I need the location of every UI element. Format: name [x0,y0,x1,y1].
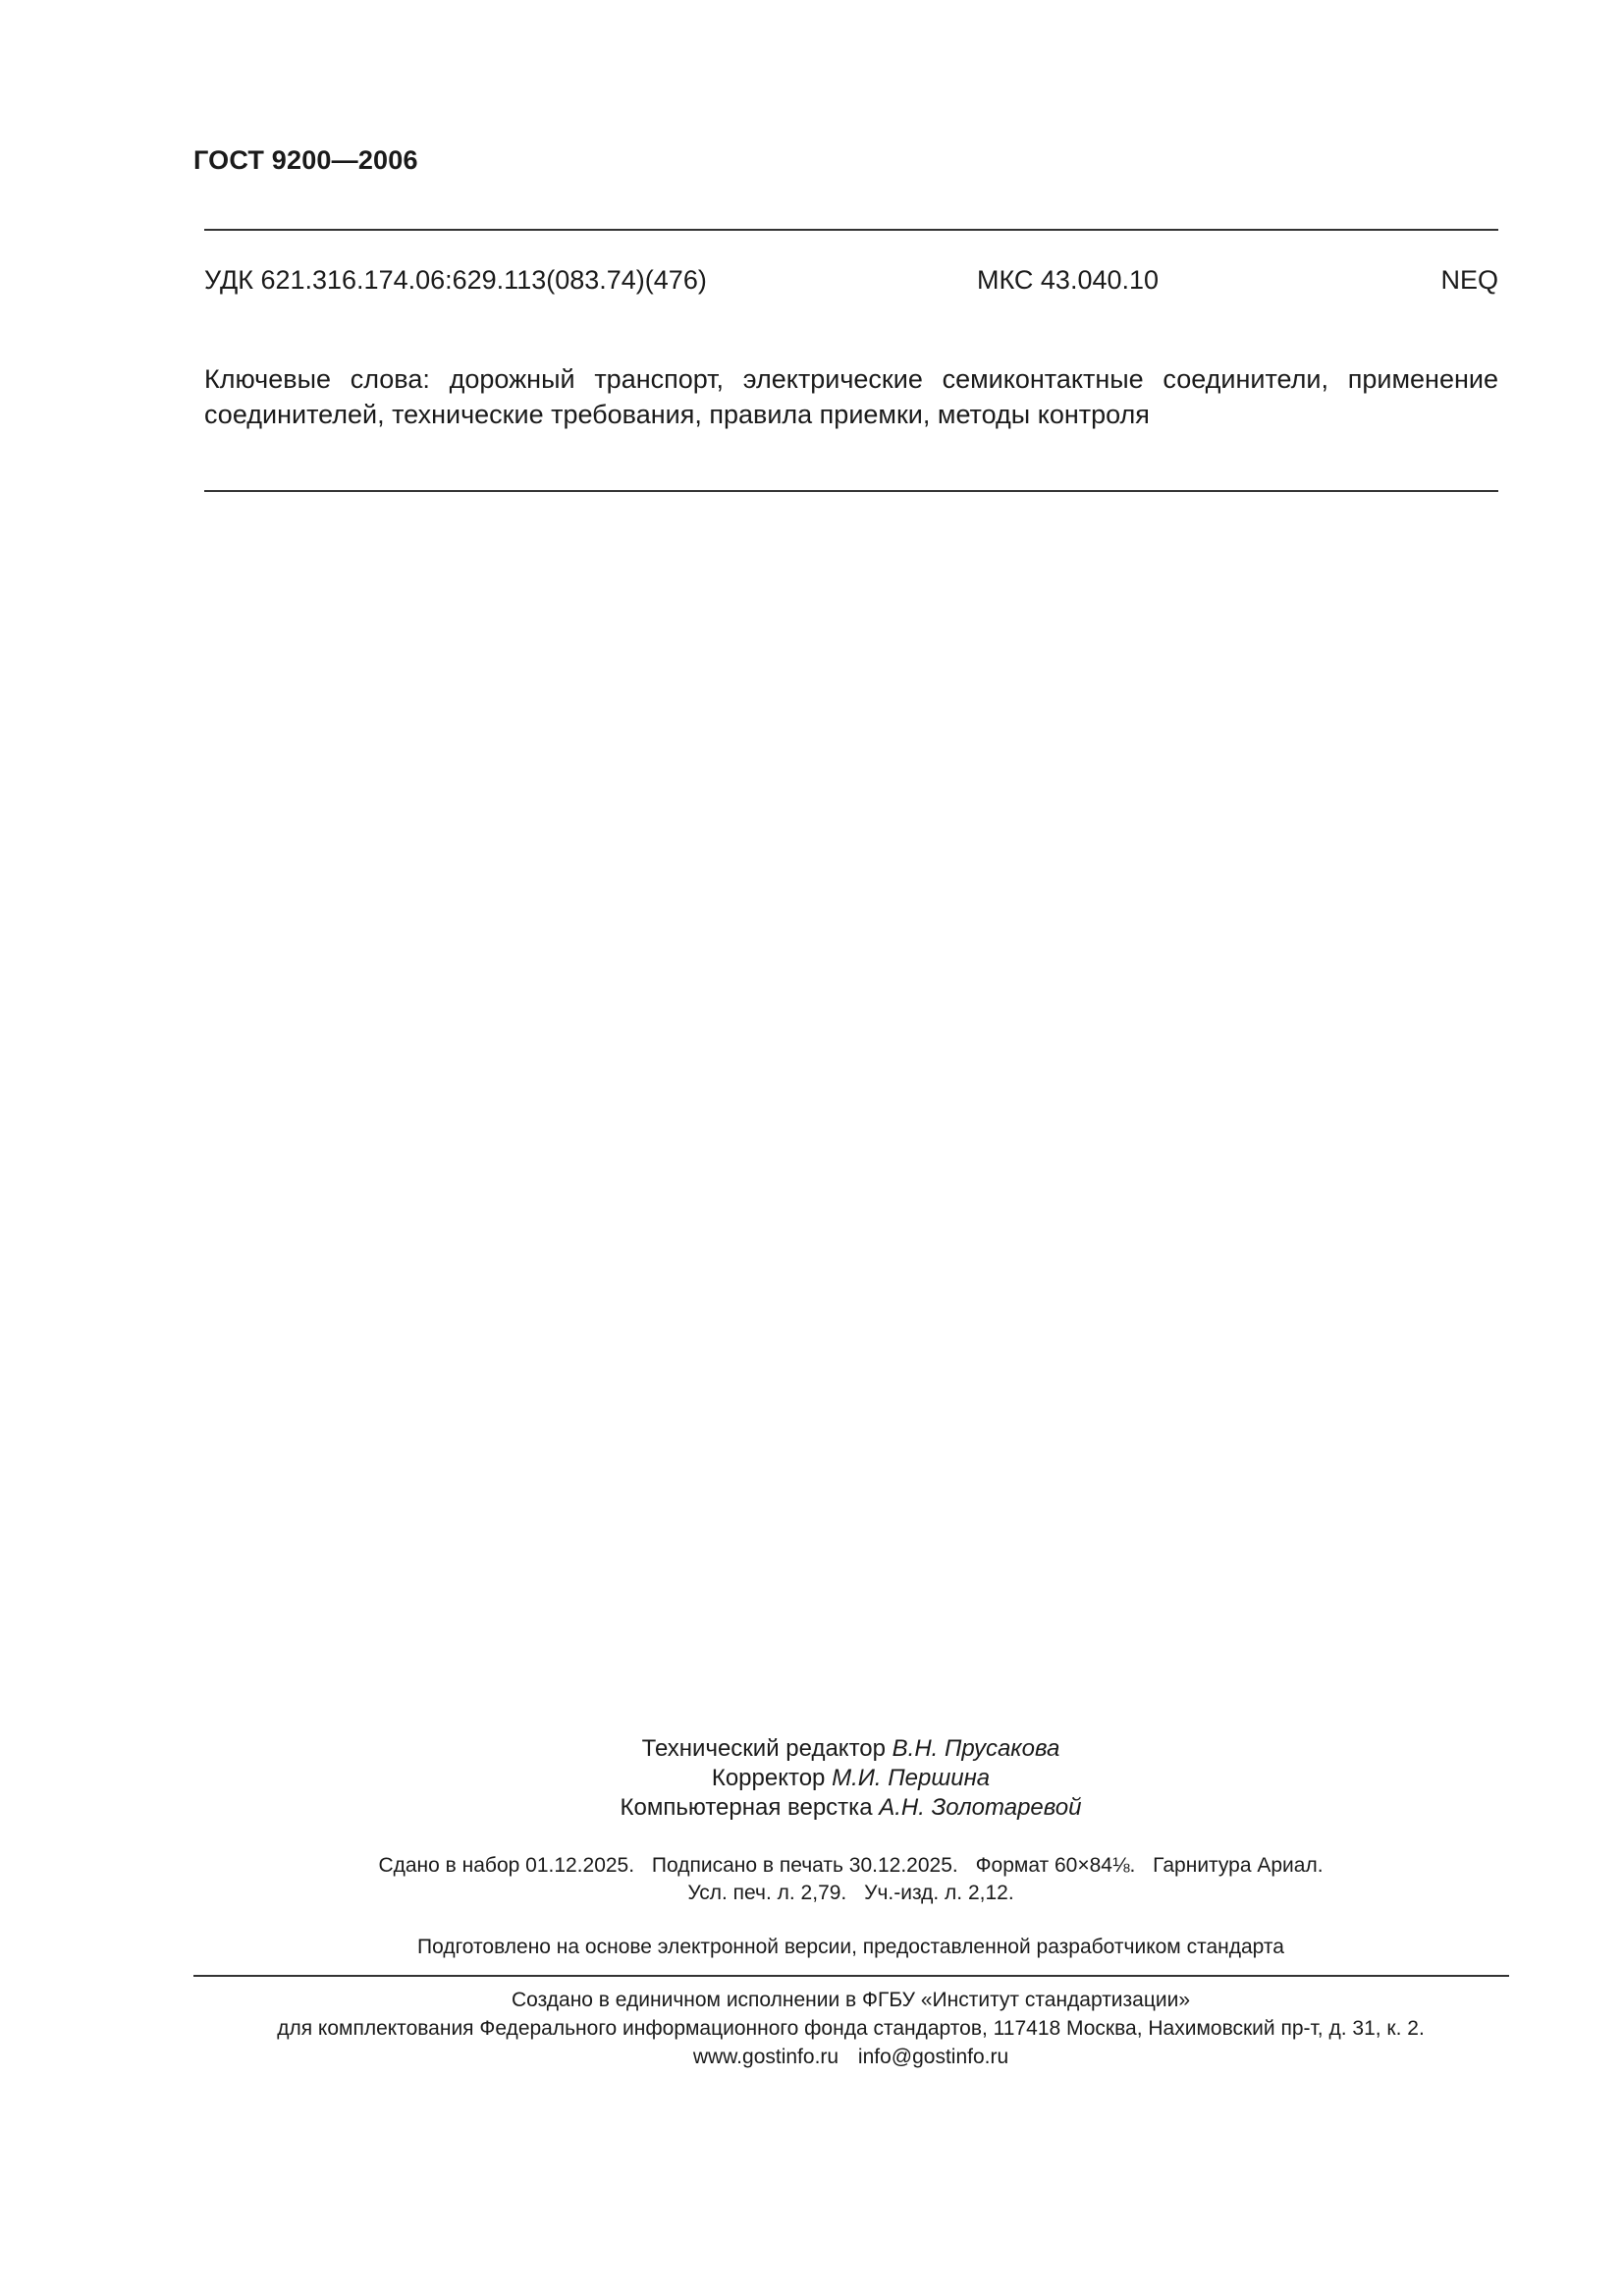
signed-date: Подписано в печать 30.12.2025. [651,1854,958,1877]
print-sheets: Усл. печ. л. 2,79. [687,1882,847,1904]
bottom-divider [193,1975,1509,1977]
keywords-divider [204,490,1498,492]
print-info-line-2 [0,1880,1623,1907]
neq-mark: NEQ [1440,265,1498,295]
tech-editor-label: Технический редактор [641,1735,886,1762]
publisher-line-2: для комплектования Федерального информационного фонда стандартов, 117418 Москва, Нахимовский пр-т, д. 31, к. 2. [277,2017,1425,2040]
layout-line [0,1793,1623,1823]
credits-block [0,1734,1623,1823]
keywords-paragraph: Ключевые слова: дорожный транспорт, электрические семиконтактные соединители, применение соединителей, технические требования, правила приемки, методы контроля [204,364,1498,429]
website-link[interactable]: www.gostinfo.ru [692,2046,839,2068]
submitted-date: Сдано в набор 01.12.2025. [378,1854,635,1877]
classification-row [204,265,1498,301]
corrector-label: Корректор [711,1765,826,1791]
layout-name: А.Н. Золотаревой [879,1794,1082,1821]
document-code: ГОСТ 9200—2006 [193,145,418,175]
publisher-line-1: Создано в единичном исполнении в ФГБУ «Институт стандартизации» [511,1989,1191,2011]
top-divider [204,229,1498,231]
udk-code: УДК 621.316.174.06:629.113(083.74)(476) [204,265,707,295]
email-link[interactable]: info@gostinfo.ru [857,2046,1009,2068]
typeface: Гарнитура Ариал. [1153,1854,1324,1877]
mks-code: МКС 43.040.10 [977,265,1160,295]
layout-label: Компьютерная верстка [620,1794,873,1821]
corrector-name: М.И. Першина [832,1765,991,1791]
prepared-note: Подготовлено на основе электронной версии, предоставленной разработчиком стандарта [417,1936,1284,1958]
publishing-sheets: Уч.-изд. л. 2,12. [864,1882,1014,1904]
print-info-line-1 [0,1852,1623,1880]
tech-editor-name: В.Н. Прусакова [892,1735,1060,1762]
corrector-line [0,1764,1623,1793]
tech-editor-line [0,1734,1623,1764]
publisher-block [0,1986,1623,2071]
print-info-block [0,1852,1623,1907]
publisher-contacts [0,2043,1623,2071]
paper-format: Формат 60×84⅛. [975,1854,1136,1877]
